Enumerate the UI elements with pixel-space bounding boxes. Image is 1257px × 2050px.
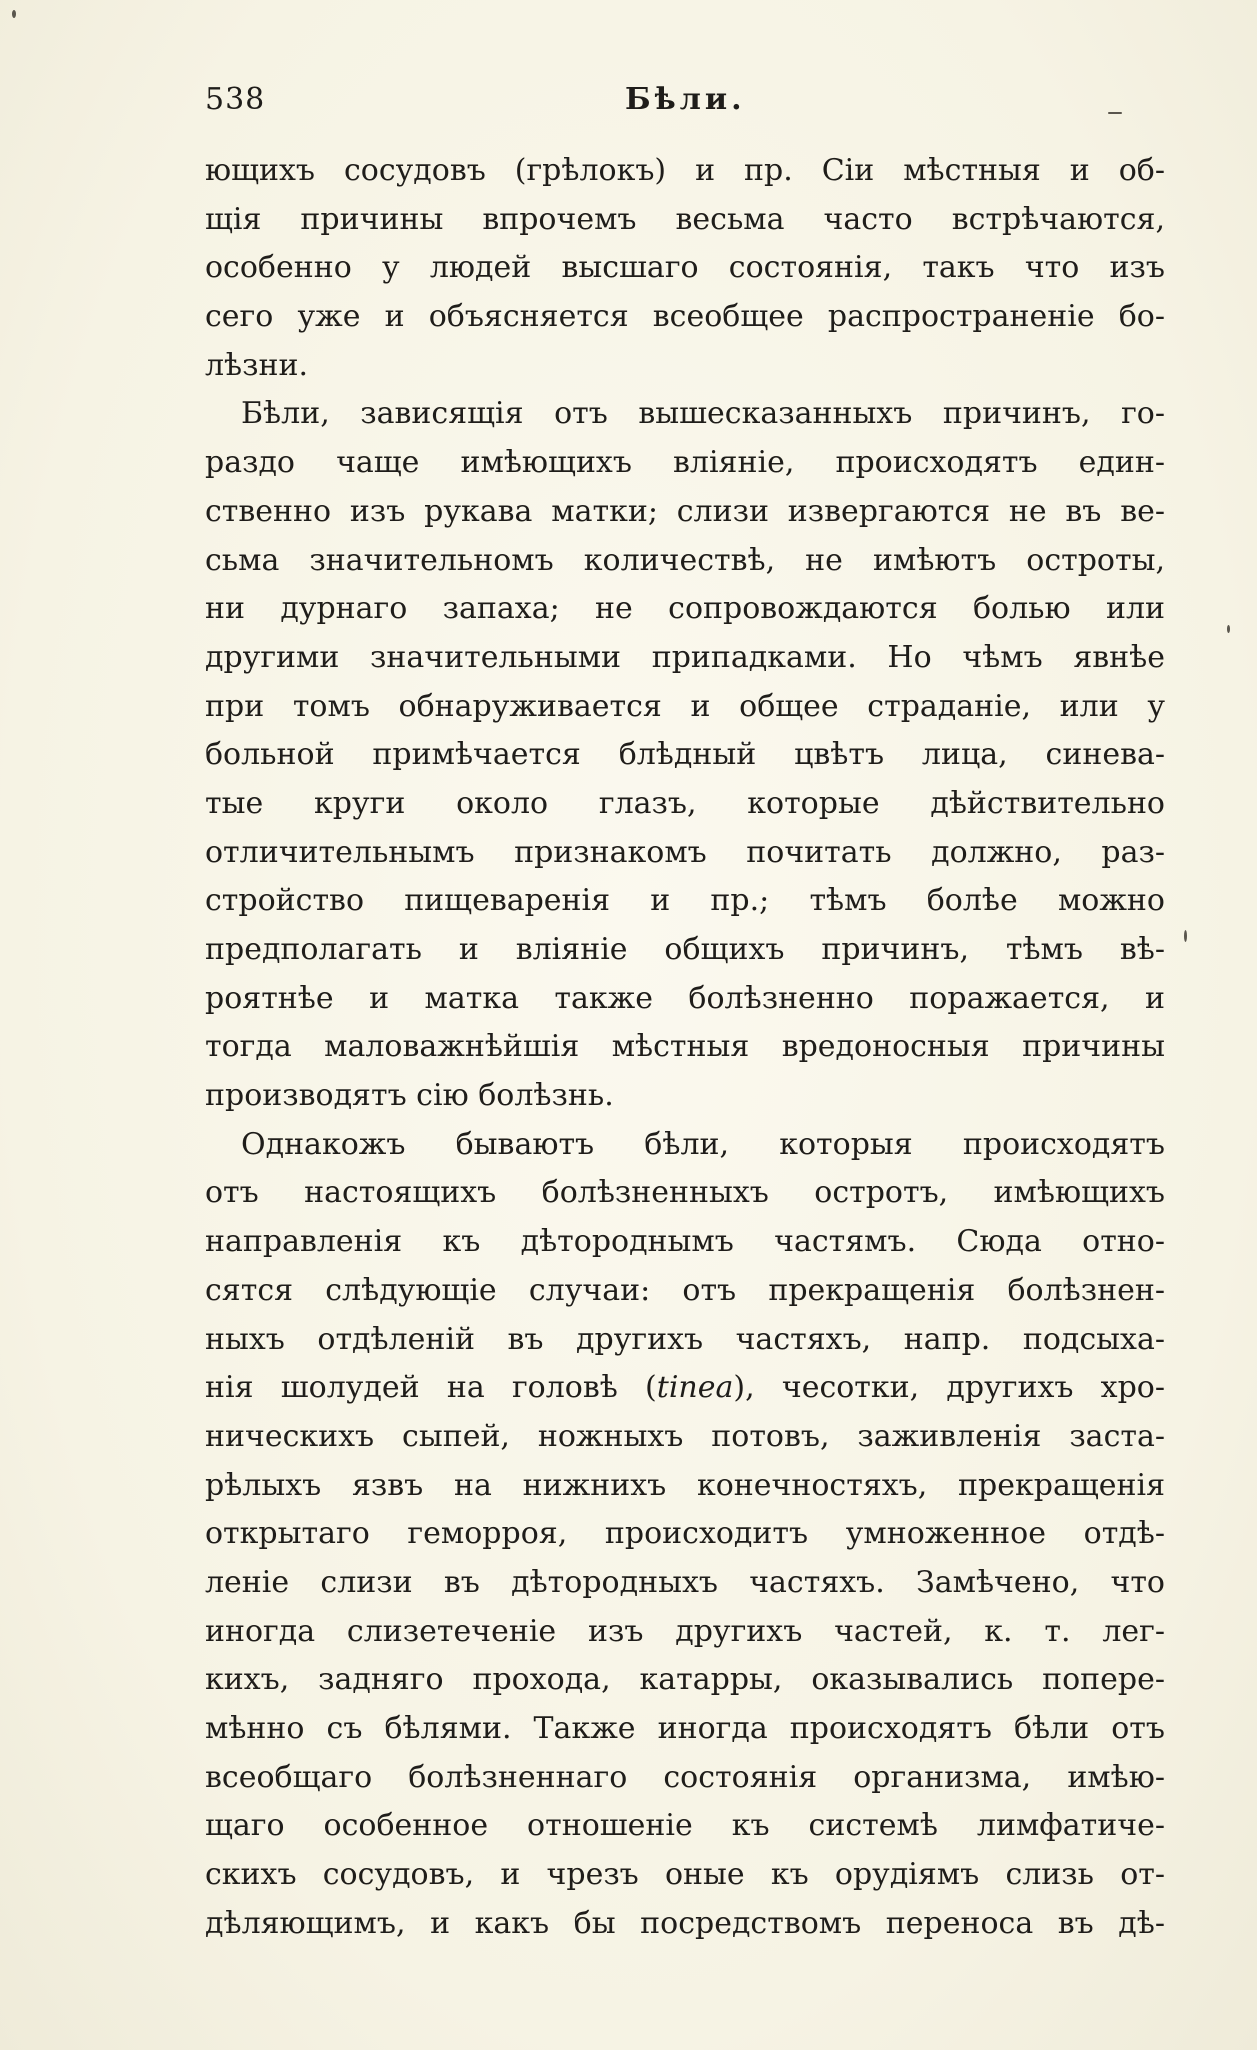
text-line: открытаго геморроя, происходитъ умноженное отдѣ- bbox=[205, 1516, 1165, 1552]
text-line: сятся слѣдующіе случаи: отъ прекращенія болѣзнен- bbox=[205, 1272, 1165, 1308]
text-line: иногда слизетеченіе изъ другихъ частей, к. т. лег- bbox=[205, 1613, 1165, 1649]
text-line: ническихъ сыпей, ножныхъ потовъ, заживленія застa- bbox=[205, 1418, 1165, 1454]
text-line: Бѣли, зависящія отъ вышесказанныхъ причинъ, го- bbox=[241, 396, 1165, 432]
text-line: ственно изъ рукава матки; слизи извергаются не въ ве- bbox=[205, 493, 1165, 529]
text-line: при томъ обнаруживается и общее страданіе, или у bbox=[205, 688, 1165, 724]
text-line: ныхъ отдѣленій въ другихъ частяхъ, напр. подсыха- bbox=[205, 1321, 1165, 1357]
text-line: отъ настоящихъ болѣзненныхъ остротъ, имѣющихъ bbox=[205, 1175, 1165, 1211]
text-line: леніе слизи въ дѣтородныхъ частяхъ. Замѣчено, что bbox=[205, 1564, 1165, 1600]
page-header bbox=[205, 82, 1155, 142]
text-line: особенно у людей высшаго состоянія, такъ что изъ bbox=[205, 250, 1165, 286]
text-line: рѣлыхъ язвъ на нижнихъ конечностяхъ, прекращенія bbox=[205, 1467, 1165, 1503]
text-line: щаго особенное отношеніе къ системѣ лимфатиче- bbox=[205, 1808, 1165, 1844]
text-line: роятнѣе и матка также болѣзненно поражается, и bbox=[205, 980, 1165, 1016]
page-number: 538 bbox=[205, 82, 266, 117]
text-line: кихъ, задняго прохода, катарры, оказывались попере- bbox=[205, 1662, 1165, 1698]
text-line: ющихъ сосудовъ (грѣлокъ) и пр. Сіи мѣстныя и об- bbox=[205, 153, 1165, 188]
body-text bbox=[205, 147, 1165, 1948]
text-line: щія причины впрочемъ весьма часто встрѣчаются, bbox=[205, 201, 1165, 237]
text-line: всеобщаго болѣзненнаго состоянія организма, имѣю- bbox=[205, 1759, 1165, 1795]
text-line: тогда маловажнѣйшія мѣстныя вредоносныя причины bbox=[205, 1029, 1165, 1065]
text-line: стройство пищеваренія и пр.; тѣмъ болѣе можно bbox=[205, 883, 1165, 919]
text-line: направленія къ дѣтороднымъ частямъ. Сюда отно- bbox=[205, 1224, 1165, 1260]
text-line: другими значительными припадками. Но чѣмъ явнѣе bbox=[205, 639, 1165, 675]
text-line: дѣляющимъ, и какъ бы посредствомъ переноса въ дѣ- bbox=[205, 1905, 1165, 1941]
text-line: нія шолудей на головѣ (tinea), чесотки, другихъ хро- bbox=[205, 1370, 1165, 1406]
text-line: ни дурнаго запаха; не сопровождаются болью или bbox=[205, 591, 1165, 627]
ink-speck bbox=[1184, 930, 1187, 942]
text-line: больной примѣчается блѣдный цвѣтъ лица, синева- bbox=[205, 737, 1165, 773]
text-line: отличительнымъ признакомъ почитать должно, раз- bbox=[205, 834, 1165, 870]
text-line: скихъ сосудовъ, и чрезъ оные къ орудіямъ слизь от- bbox=[205, 1857, 1165, 1893]
running-title: Бѣли. bbox=[625, 82, 746, 117]
latin-term: tinea bbox=[656, 1370, 734, 1406]
text-line: Однакожъ бываютъ бѣли, которыя происходятъ bbox=[241, 1126, 1165, 1162]
text-line: сего уже и объясняется всеобщее распространеніе бо- bbox=[205, 299, 1165, 335]
text-line: лѣзни. bbox=[205, 347, 309, 383]
ink-speck bbox=[1227, 625, 1230, 633]
text-line: предполагать и вліяніе общихъ причинъ, тѣмъ вѣ- bbox=[205, 932, 1165, 967]
text-line: сьма значительномъ количествѣ, не имѣютъ остроты, bbox=[205, 542, 1165, 578]
text-line: тые круги около глазъ, которые дѣйствительно bbox=[205, 785, 1165, 821]
ink-speck bbox=[12, 10, 16, 18]
text-line: раздо чаще имѣющихъ вліяніе, происходятъ един- bbox=[205, 445, 1165, 481]
text-line: мѣнно съ бѣлями. Также иногда происходятъ бѣли отъ bbox=[205, 1711, 1165, 1746]
text-line: производятъ сію болѣзнь. bbox=[205, 1078, 614, 1114]
